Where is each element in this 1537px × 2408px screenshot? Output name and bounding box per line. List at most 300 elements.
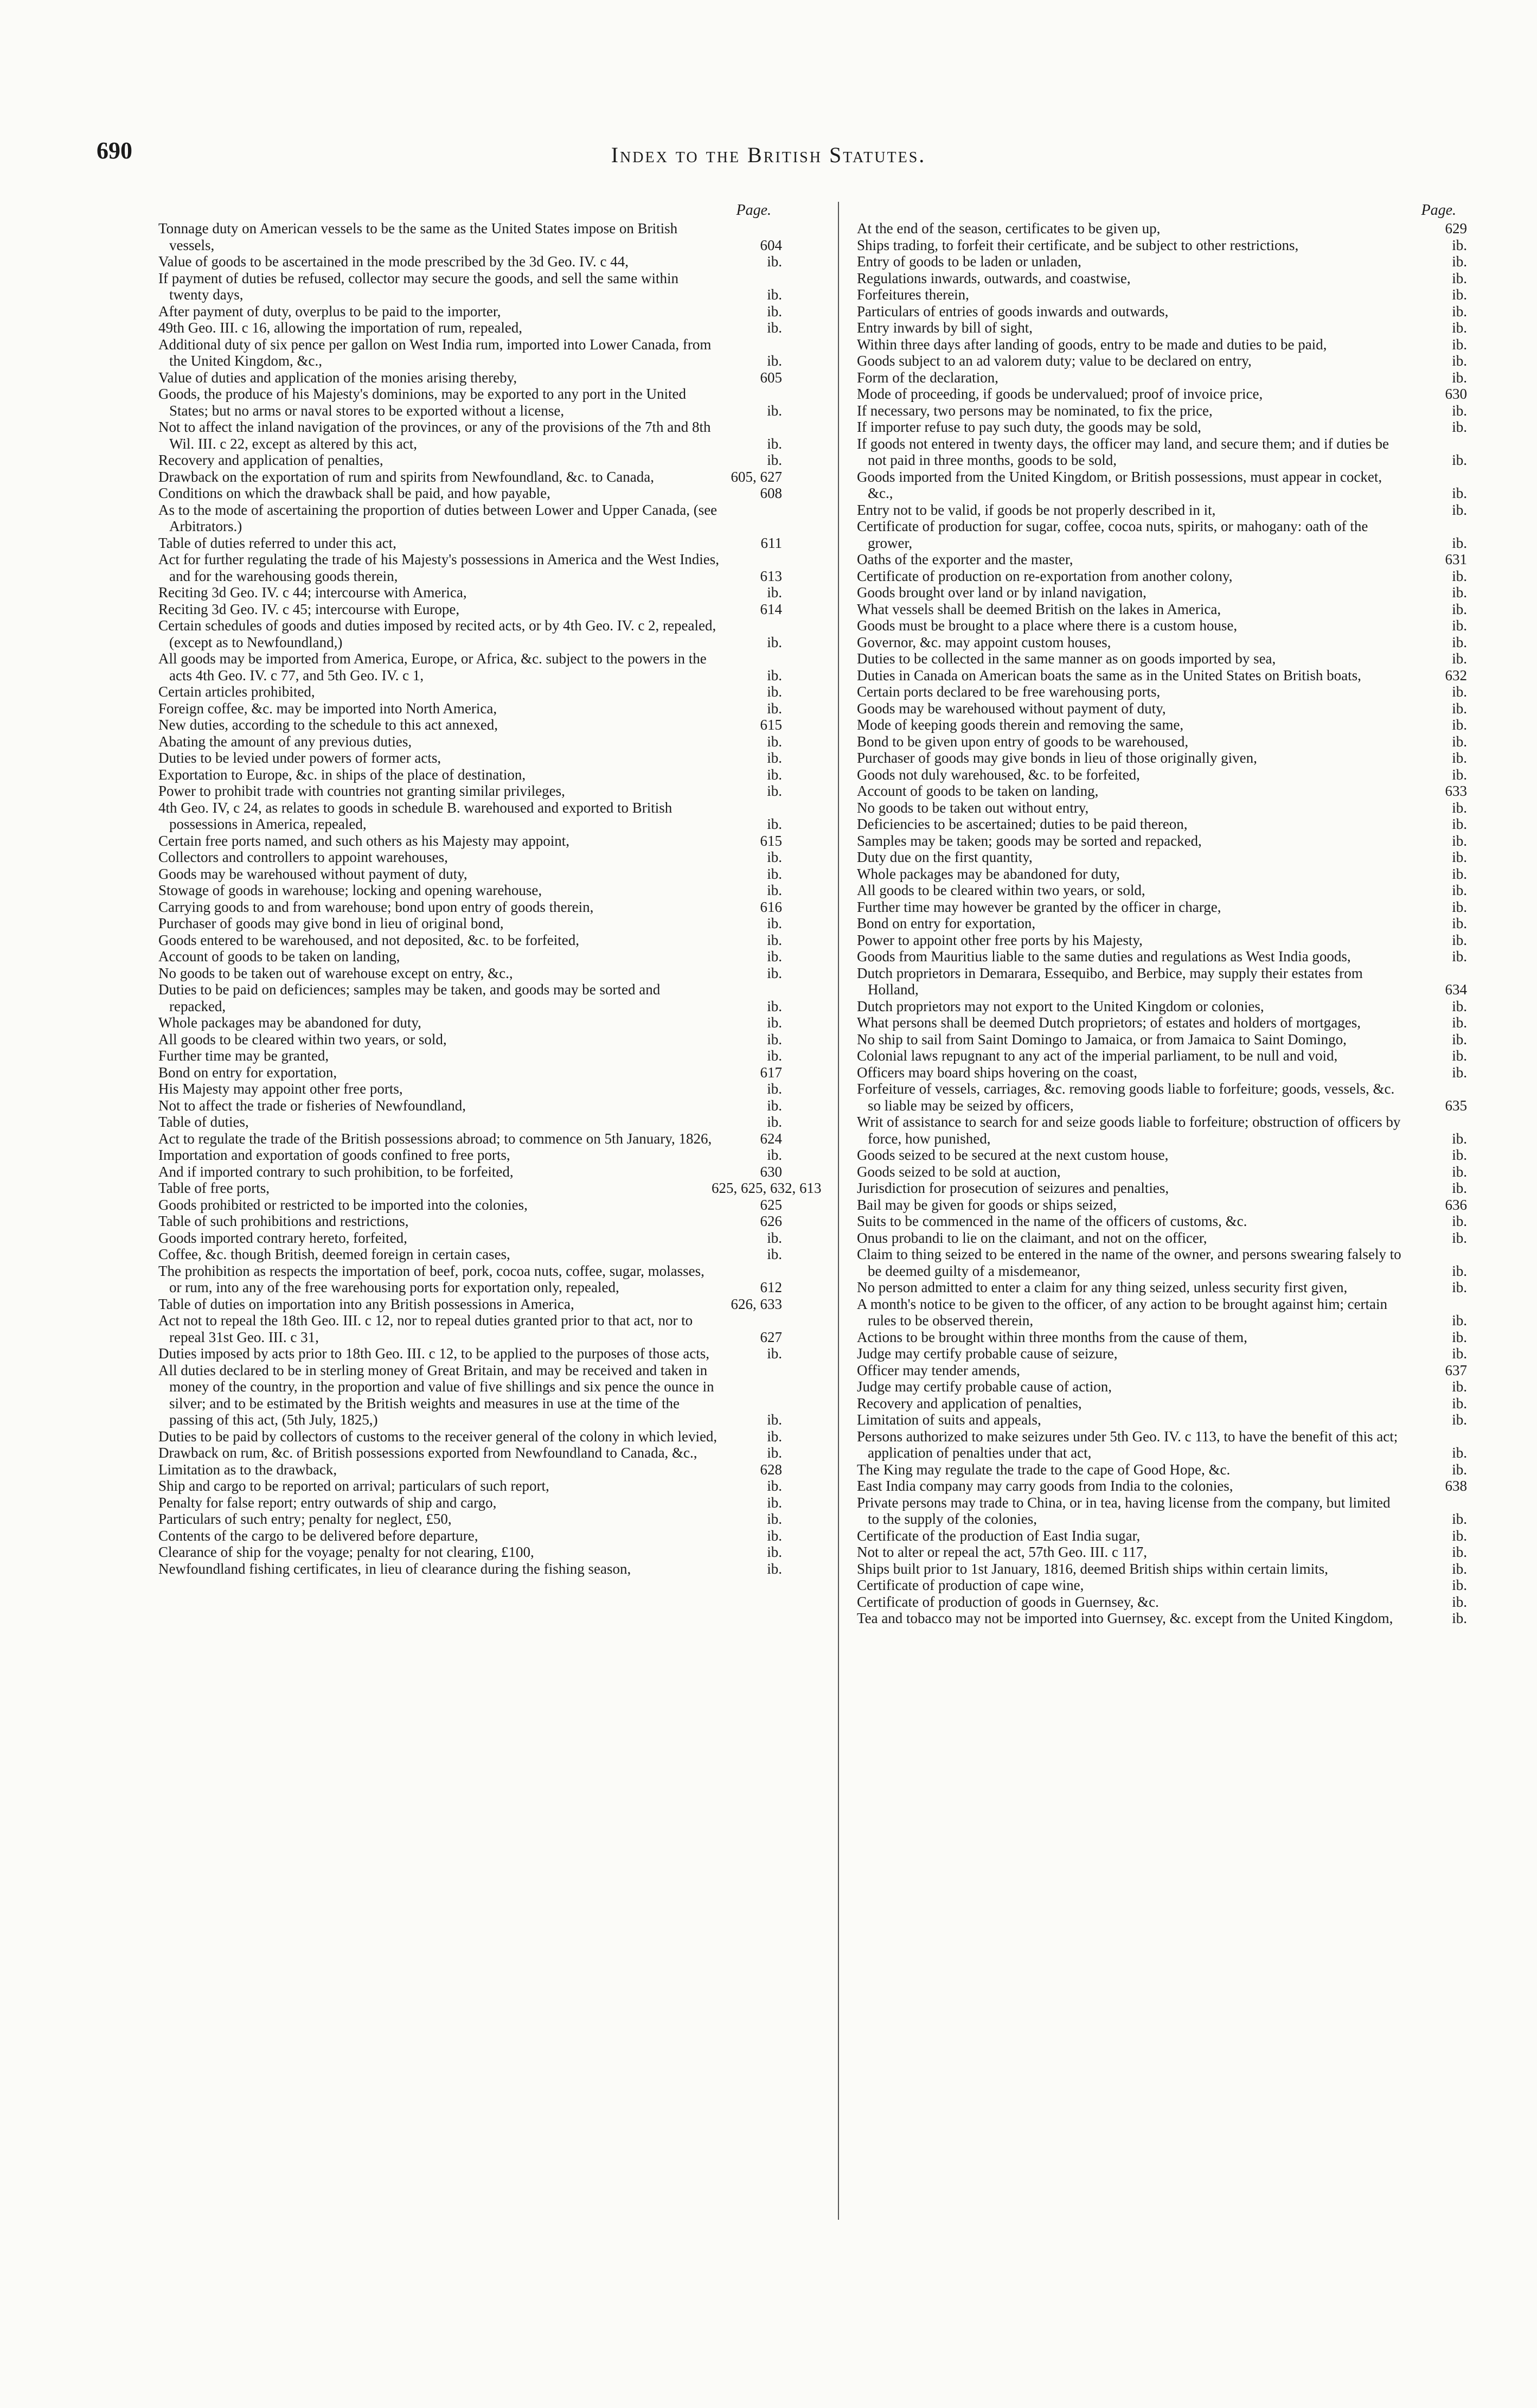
entry-page-ref: ib. <box>767 1494 782 1511</box>
entry-text: His Majesty may appoint other free ports, <box>158 1081 403 1097</box>
entry-page-ref: ib. <box>1452 700 1467 717</box>
right-entry-list <box>857 220 1467 1627</box>
index-entry <box>857 733 1467 750</box>
index-entry <box>158 1164 782 1180</box>
index-entry <box>158 833 782 849</box>
entry-page-ref: ib. <box>1452 1445 1467 1461</box>
entry-text: Not to affect the inland navigation of the provinces, or any of the provisions of the 7th and 8th Wil. III. c 22, except as altered by this act, <box>158 419 711 452</box>
index-entry <box>857 1279 1467 1296</box>
index-entry <box>857 1230 1467 1247</box>
entry-text: Goods from Mauritius liable to the same duties and regulations as West India goods, <box>857 948 1351 965</box>
index-entry <box>857 369 1467 386</box>
index-entry <box>158 915 782 932</box>
entry-text: Certain ports declared to be free warehousing ports, <box>857 684 1161 700</box>
entry-text: Abating the amount of any previous duties, <box>158 733 412 750</box>
entry-text: Whole packages may be abandoned for duty, <box>158 1014 421 1031</box>
entry-page-ref: 614 <box>760 601 782 617</box>
entry-text: Duties to be collected in the same manner as on goods imported by sea, <box>857 650 1276 667</box>
entry-page-ref: ib. <box>1452 1180 1467 1196</box>
entry-text: Purchaser of goods may give bond in lieu of original bond, <box>158 915 504 931</box>
entry-page-ref: ib. <box>767 1428 782 1445</box>
index-entry <box>158 1296 782 1313</box>
entry-page-ref: ib. <box>1452 684 1467 700</box>
entry-text: Table of such prohibitions and restrictions, <box>158 1213 409 1229</box>
entry-text: Collectors and controllers to appoint warehouses, <box>158 849 448 865</box>
entry-text: Goods, the produce of his Majesty's dominions, may be exported to any port in the United States; but no arms or naval stores to be exported without a license, <box>158 386 686 419</box>
entry-page-ref: ib. <box>767 1246 782 1262</box>
entry-text: If importer refuse to pay such duty, the goods may be sold, <box>857 419 1201 435</box>
entry-text: Goods subject to an ad valorem duty; value to be declared on entry, <box>857 353 1252 369</box>
page-number: 690 <box>97 137 132 164</box>
entry-page-ref: ib. <box>767 1081 782 1097</box>
entry-text: Entry of goods to be laden or unladen, <box>857 253 1081 270</box>
right-page-label: Page. <box>1421 202 1456 219</box>
entry-text: Officers may board ships hovering on the coast, <box>857 1064 1137 1081</box>
entry-text: Tonnage duty on American vessels to be the same as the United States impose on British vessels, <box>158 220 678 253</box>
index-entry <box>857 1246 1467 1279</box>
index-entry <box>857 584 1467 601</box>
index-entry <box>158 650 782 684</box>
entry-text: Private persons may trade to China, or in tea, having license from the company, but limited to the supply of the colonies, <box>857 1494 1391 1527</box>
entry-text: Suits to be commenced in the name of the officers of customs, &c. <box>857 1213 1247 1229</box>
entry-text: All goods to be cleared within two years, or sold, <box>158 1031 447 1047</box>
index-entry <box>158 1213 782 1230</box>
entry-page-ref: ib. <box>767 1229 782 1246</box>
index-entry <box>158 717 782 733</box>
index-entry <box>158 502 782 535</box>
entry-text: Recovery and application of penalties, <box>158 452 383 468</box>
index-entry <box>857 1081 1467 1114</box>
entry-page-ref: ib. <box>767 766 782 783</box>
entry-page-ref: ib. <box>1452 750 1467 766</box>
entry-text: Table of duties, <box>158 1114 249 1130</box>
entry-page-ref: ib. <box>1452 931 1467 948</box>
entry-text: Foreign coffee, &c. may be imported into North America, <box>158 700 497 717</box>
entry-page-ref: ib. <box>1452 849 1467 865</box>
entry-page-ref: 636 <box>1445 1196 1467 1213</box>
entry-text: Goods imported contrary hereto, forfeited, <box>158 1229 407 1246</box>
entry-text: Dutch proprietors may not export to the United Kingdom or colonies, <box>857 998 1264 1014</box>
index-entry <box>857 469 1467 502</box>
entry-text: Goods must be brought to a place where there is a custom house, <box>857 617 1238 634</box>
index-entry <box>158 800 782 833</box>
entry-text: Power to prohibit trade with countries not granting similar privileges, <box>158 783 565 799</box>
entry-text: All duties declared to be in sterling money of Great Britain, and may be received and taken in money of the country, in the proportion and value of five shillings and six pence the ounce in silver; and to be estimated by the British weights and measures in use at the time of the passing of this act, (5th July, 1825,) <box>158 1362 714 1428</box>
entry-text: Jurisdiction for prosecution of seizures and penalties, <box>857 1180 1169 1196</box>
entry-page-ref: ib. <box>767 750 782 766</box>
index-entry <box>857 1047 1467 1064</box>
index-entry <box>158 601 782 618</box>
index-entry <box>857 998 1467 1015</box>
index-entry <box>158 1114 782 1130</box>
entry-page-ref: ib. <box>1452 253 1467 270</box>
entry-page-ref: ib. <box>1452 865 1467 882</box>
index-entry <box>158 750 782 767</box>
index-entry <box>158 1528 782 1544</box>
entry-text: Drawback on the exportation of rum and spirits from Newfoundland, &c. to Canada, <box>158 468 655 485</box>
index-entry <box>857 750 1467 767</box>
index-entry <box>857 684 1467 700</box>
entry-text: No goods to be taken out of warehouse except on entry, &c., <box>158 965 513 981</box>
entry-page-ref: ib. <box>767 1544 782 1560</box>
entry-text: Not to alter or repeal the act, 57th Geo. III. c 117, <box>857 1544 1148 1560</box>
entry-page-ref: ib. <box>767 634 782 650</box>
index-entry <box>158 1031 782 1048</box>
entry-text: Onus probandi to lie on the claimant, and not on the officer, <box>857 1229 1207 1246</box>
entry-page-ref: ib. <box>1452 1064 1467 1081</box>
entry-page-ref: ib. <box>1452 1147 1467 1163</box>
entry-page-ref: ib. <box>1452 501 1467 518</box>
entry-page-ref: ib. <box>1452 270 1467 286</box>
index-entry <box>158 1147 782 1164</box>
index-entry <box>158 336 782 369</box>
index-entry <box>857 849 1467 866</box>
entry-page-ref: ib. <box>1452 286 1467 303</box>
index-entry <box>158 469 782 486</box>
index-entry <box>857 502 1467 519</box>
entry-text: If necessary, two persons may be nominated, to fix the price, <box>857 402 1213 419</box>
entry-page-ref: ib. <box>1452 1031 1467 1047</box>
entry-page-ref: ib. <box>767 1445 782 1461</box>
entry-page-ref: ib. <box>767 353 782 369</box>
index-entry <box>158 1362 782 1428</box>
entry-text: Mode of proceeding, if goods be undervalued; proof of invoice price, <box>857 386 1263 402</box>
entry-page-ref: ib. <box>767 667 782 684</box>
entry-text: No ship to sail from Saint Domingo to Jamaica, or from Jamaica to Saint Domingo, <box>857 1031 1347 1047</box>
entry-text: The prohibition as respects the importation of beef, pork, cocoa nuts, coffee, sugar, molasses, or rum, into any of the free warehousing ports for exportation only, repealed, <box>158 1262 705 1295</box>
entry-page-ref: ib. <box>767 882 782 898</box>
entry-text: Goods brought over land or by inland navigation, <box>857 584 1147 601</box>
entry-text: Dutch proprietors in Demarara, Essequibo, and Berbice, may supply their estates from Holland, <box>857 965 1363 998</box>
index-entry <box>857 1395 1467 1412</box>
entry-page-ref: ib. <box>1452 601 1467 617</box>
entry-page-ref: 604 <box>760 237 782 253</box>
index-entry <box>857 270 1467 287</box>
entry-text: Account of goods to be taken on landing, <box>158 948 400 965</box>
entry-text: Limitation of suits and appeals, <box>857 1411 1041 1428</box>
entry-page-ref: 626, 633 <box>731 1295 782 1312</box>
entry-text: Duties imposed by acts prior to 18th Geo. III. c 12, to be applied to the purposes of those acts, <box>158 1345 710 1362</box>
entry-page-ref: 638 <box>1445 1478 1467 1494</box>
entry-text: No goods to be taken out without entry, <box>857 799 1089 816</box>
index-entry <box>158 882 782 899</box>
entry-page-ref: ib. <box>767 1560 782 1577</box>
entry-page-ref: ib. <box>1452 419 1467 435</box>
index-entry <box>857 568 1467 585</box>
entry-text: Duties to be paid on deficiences; samples may be taken, and goods may be sorted and repacked, <box>158 981 661 1014</box>
entry-page-ref: 631 <box>1445 551 1467 567</box>
index-entry <box>857 320 1467 336</box>
entry-text: Reciting 3d Geo. IV. c 44; intercourse with America, <box>158 584 467 601</box>
entry-page-ref: 611 <box>760 534 782 551</box>
entry-text: Goods may be warehoused without payment of duty, <box>857 700 1166 717</box>
entry-page-ref: ib. <box>1452 1312 1467 1328</box>
index-entry <box>158 948 782 965</box>
entry-page-ref: ib. <box>767 303 782 320</box>
index-entry <box>857 783 1467 800</box>
entry-page-ref: ib. <box>767 1527 782 1544</box>
index-entry <box>857 800 1467 816</box>
index-entry <box>857 436 1467 469</box>
entry-page-ref: 630 <box>1445 386 1467 402</box>
index-entry <box>158 1511 782 1528</box>
entry-text: Colonial laws repugnant to any act of the imperial parliament, to be null and void, <box>857 1047 1338 1064</box>
entry-page-ref: ib. <box>767 948 782 965</box>
index-entry <box>158 965 782 982</box>
index-entry <box>857 1031 1467 1048</box>
index-entry <box>857 303 1467 320</box>
index-entry <box>857 1345 1467 1362</box>
index-entry <box>857 634 1467 651</box>
entry-text: Limitation as to the drawback, <box>158 1461 337 1478</box>
index-entry <box>857 1528 1467 1544</box>
entry-page-ref: ib. <box>767 865 782 882</box>
entry-page-ref: ib. <box>1452 320 1467 336</box>
entry-page-ref: ib. <box>1452 1527 1467 1544</box>
entry-text: Form of the declaration, <box>857 369 998 386</box>
index-entry <box>857 617 1467 634</box>
index-entry <box>857 1014 1467 1031</box>
entry-page-ref: 624 <box>760 1130 782 1147</box>
index-entry <box>158 1014 782 1031</box>
left-column <box>158 202 822 1577</box>
entry-page-ref: ib. <box>1452 452 1467 468</box>
entry-text: Penalty for false report; entry outwards of ship and cargo, <box>158 1494 497 1511</box>
index-entry <box>158 303 782 320</box>
entry-page-ref: ib. <box>1452 584 1467 601</box>
entry-text: East India company may carry goods from India to the colonies, <box>857 1478 1233 1494</box>
entry-page-ref: ib. <box>767 1047 782 1064</box>
entry-page-ref: ib. <box>767 584 782 601</box>
index-entry <box>857 1064 1467 1081</box>
entry-page-ref: 615 <box>760 717 782 733</box>
entry-text: Ship and cargo to be reported on arrival; particulars of such report, <box>158 1478 549 1494</box>
entry-page-ref: ib. <box>1452 1560 1467 1577</box>
entry-text: Clearance of ship for the voyage; penalty for not clearing, £100, <box>158 1544 534 1560</box>
entry-text: Duty due on the first quantity, <box>857 849 1033 865</box>
entry-text: Ships trading, to forfeit their certificate, and be subject to other restrictions, <box>857 237 1299 253</box>
entry-page-ref: ib. <box>1452 650 1467 667</box>
entry-page-ref: 635 <box>1445 1097 1467 1114</box>
index-entry <box>158 1197 782 1213</box>
entry-text: Purchaser of goods may give bonds in lieu of those originally given, <box>857 750 1257 766</box>
entry-page-ref: ib. <box>1452 766 1467 783</box>
entry-page-ref: ib. <box>1452 915 1467 931</box>
entry-text: Certificate of the production of East India sugar, <box>857 1527 1141 1544</box>
index-entry <box>857 667 1467 684</box>
entry-text: Persons authorized to make seizures under 5th Geo. IV. c 113, to have the benefit of this act; application of penalties under that act, <box>857 1428 1398 1461</box>
entry-page-ref: ib. <box>767 320 782 336</box>
index-entry <box>857 1362 1467 1379</box>
entry-page-ref: ib. <box>1452 1014 1467 1031</box>
entry-page-ref: ib. <box>1452 1328 1467 1345</box>
entry-text: Goods seized to be secured at the next custom house, <box>857 1147 1169 1163</box>
entry-page-ref: ib. <box>1452 617 1467 634</box>
entry-page-ref: ib. <box>767 915 782 931</box>
entry-page-ref: ib. <box>1452 799 1467 816</box>
entry-page-ref: 605, 627 <box>731 468 782 485</box>
entry-page-ref: ib. <box>1452 1378 1467 1395</box>
entry-text: All goods may be imported from America, Europe, or Africa, &c. subject to the powers in the acts 4th Geo. IV. c 77, and 5th Geo. IV. c 1, <box>158 650 707 684</box>
index-entry <box>158 369 782 386</box>
index-entry <box>857 1544 1467 1561</box>
index-entry <box>158 866 782 883</box>
entry-page-ref: ib. <box>1452 1213 1467 1229</box>
entry-page-ref: ib. <box>1452 353 1467 369</box>
entry-text: Entry not to be valid, if goods be not properly described in it, <box>857 501 1216 518</box>
entry-text: Newfoundland fishing certificates, in lieu of clearance during the fishing season, <box>158 1560 631 1577</box>
entry-page-ref: 617 <box>760 1064 782 1081</box>
index-entry <box>857 1428 1467 1461</box>
entry-page-ref: ib. <box>767 1114 782 1130</box>
running-head-title: Index to the British Statutes. <box>611 143 926 167</box>
entry-page-ref: ib. <box>1452 634 1467 650</box>
entry-text: New duties, according to the schedule to this act annexed, <box>158 717 498 733</box>
index-entry <box>158 320 782 336</box>
entry-text: Duties to be levied under powers of former acts, <box>158 750 441 766</box>
index-entry <box>857 932 1467 949</box>
entry-page-ref: ib. <box>767 849 782 865</box>
entry-text: Duties in Canada on American boats the same as in the United States on British boats, <box>857 667 1361 684</box>
entry-page-ref: ib. <box>767 1411 782 1428</box>
entry-text: Actions to be brought within three months from the cause of them, <box>857 1328 1247 1345</box>
entry-page-ref: 629 <box>1445 220 1467 237</box>
index-entry <box>158 1478 782 1494</box>
index-entry <box>158 849 782 866</box>
entry-text: Value of duties and application of the monies arising thereby, <box>158 369 517 386</box>
index-entry <box>857 286 1467 303</box>
entry-page-ref: ib. <box>767 783 782 799</box>
index-entry <box>158 1097 782 1114</box>
entry-page-ref: ib. <box>1452 1229 1467 1246</box>
index-entry <box>857 650 1467 667</box>
index-entry <box>158 767 782 783</box>
index-entry <box>158 1345 782 1362</box>
entry-text: Officer may tender amends, <box>857 1362 1020 1378</box>
entry-text: Ships built prior to 1st January, 1816, deemed British ships within certain limits, <box>857 1560 1328 1577</box>
entry-text: Claim to thing seized to be entered in the name of the owner, and persons swearing falsely to be deemed guilty of a misdemeanor, <box>857 1246 1401 1279</box>
entry-page-ref: ib. <box>1452 1577 1467 1593</box>
entry-page-ref: ib. <box>1452 1345 1467 1362</box>
entry-page-ref: ib. <box>1452 832 1467 849</box>
index-entry <box>857 518 1467 551</box>
entry-text: Further time may be granted, <box>158 1047 329 1064</box>
entry-text: A month's notice to be given to the officer, of any action to be brought against him; certain rules to be observed therein, <box>857 1295 1388 1328</box>
entry-page-ref: ib. <box>1452 1610 1467 1626</box>
entry-text: Certificate of production for sugar, coffee, cocoa nuts, spirits, or mahogany: oath of the grower, <box>857 518 1368 551</box>
entry-text: Goods imported from the United Kingdom, or British possessions, must appear in cocket, &c., <box>857 468 1382 501</box>
entry-page-ref: ib. <box>1452 898 1467 915</box>
entry-text: Further time may however be granted by the officer in charge, <box>857 898 1221 915</box>
entry-text: At the end of the season, certificates to be given up, <box>857 220 1161 237</box>
index-entry <box>857 1610 1467 1627</box>
right-column <box>857 202 1467 1627</box>
entry-text: Act for further regulating the trade of his Majesty's possessions in America and the West Indies, and for the warehousing goods therein, <box>158 551 719 584</box>
entry-page-ref: ib. <box>1452 567 1467 584</box>
entry-text: Importation and exportation of goods confined to free ports, <box>158 1147 510 1163</box>
entry-text: 49th Geo. III. c 16, allowing the importation of rum, repealed, <box>158 320 523 336</box>
entry-page-ref: ib. <box>1452 717 1467 733</box>
entry-text: Certificate of production on re-exportation from another colony, <box>857 567 1233 584</box>
entry-page-ref: ib. <box>767 452 782 468</box>
index-entry <box>857 1494 1467 1528</box>
entry-page-ref: ib. <box>767 684 782 700</box>
index-entry <box>857 253 1467 270</box>
entry-text: Table of duties referred to under this act, <box>158 534 396 551</box>
entry-page-ref: ib. <box>767 1014 782 1031</box>
entry-text: What persons shall be deemed Dutch proprietors; of estates and holders of mortgages, <box>857 1014 1361 1031</box>
entry-text: If goods not entered in twenty days, the officer may land, and secure them; and if duties be not paid in three months, goods to be sold, <box>857 435 1389 468</box>
index-entry <box>158 386 782 419</box>
index-entry <box>158 981 782 1014</box>
entry-text: Additional duty of six pence per gallon on West India rum, imported into Lower Canada, from the United Kingdom, &c., <box>158 336 712 369</box>
entry-text: Forfeiture of vessels, carriages, &c. removing goods liable to forfeiture; goods, vessels, &c. so liable may be seized by officers, <box>857 1081 1395 1114</box>
index-entry <box>158 1180 822 1197</box>
index-entry <box>158 584 782 601</box>
index-entry <box>857 1180 1467 1197</box>
entry-page-ref: ib. <box>767 700 782 717</box>
entry-text: Drawback on rum, &c. of British possessions exported from Newfoundland to Canada, &c., <box>158 1445 697 1461</box>
index-entry <box>857 1577 1467 1594</box>
index-entry <box>158 733 782 750</box>
entry-text: Bond on entry for exportation, <box>158 1064 337 1081</box>
left-entry-list <box>158 220 822 1577</box>
entry-page-ref: ib. <box>767 733 782 750</box>
entry-page-ref: ib. <box>1452 534 1467 551</box>
entry-page-ref: ib. <box>1452 369 1467 386</box>
entry-page-ref: 613 <box>760 567 782 584</box>
index-entry <box>857 1478 1467 1494</box>
index-entry <box>158 700 782 717</box>
index-entry <box>857 1296 1467 1329</box>
index-entry <box>857 1561 1467 1577</box>
entry-text: Exportation to Europe, &c. in ships of the place of destination, <box>158 766 526 783</box>
entry-page-ref: ib. <box>1452 1544 1467 1560</box>
entry-page-ref: ib. <box>767 1031 782 1047</box>
entry-page-ref: ib. <box>767 931 782 948</box>
index-entry <box>158 551 782 584</box>
index-entry <box>158 617 782 650</box>
entry-page-ref: ib. <box>767 253 782 270</box>
index-entry <box>158 684 782 700</box>
entry-text: Goods prohibited or restricted to be imported into the colonies, <box>158 1196 528 1213</box>
index-entry <box>857 700 1467 717</box>
entry-text: Carrying goods to and from warehouse; bond upon entry of goods therein, <box>158 898 594 915</box>
entry-page-ref: ib. <box>1452 237 1467 253</box>
index-entry <box>158 419 782 452</box>
entry-page-ref: ib. <box>767 965 782 981</box>
entry-page-ref: ib. <box>1452 485 1467 501</box>
entry-page-ref: ib. <box>1452 948 1467 965</box>
entry-text: Act to regulate the trade of the British possessions abroad; to commence on 5th January, 1826, <box>158 1130 712 1147</box>
index-entry <box>857 965 1467 998</box>
index-entry <box>857 816 1467 833</box>
index-entry <box>857 237 1467 254</box>
entry-text: Regulations inwards, outwards, and coastwise, <box>857 270 1131 286</box>
index-entry <box>857 882 1467 899</box>
index-entry <box>857 220 1467 237</box>
index-entry <box>857 948 1467 965</box>
entry-page-ref: ib. <box>1452 1130 1467 1147</box>
entry-page-ref: ib. <box>767 1147 782 1163</box>
entry-page-ref: ib. <box>1452 882 1467 898</box>
entry-page-ref: 637 <box>1445 1362 1467 1378</box>
entry-page-ref: 612 <box>760 1279 782 1295</box>
index-entry <box>158 452 782 469</box>
index-entry <box>158 270 782 303</box>
entry-page-ref: 626 <box>760 1213 782 1229</box>
entry-text: Bond on entry for exportation, <box>857 915 1036 931</box>
